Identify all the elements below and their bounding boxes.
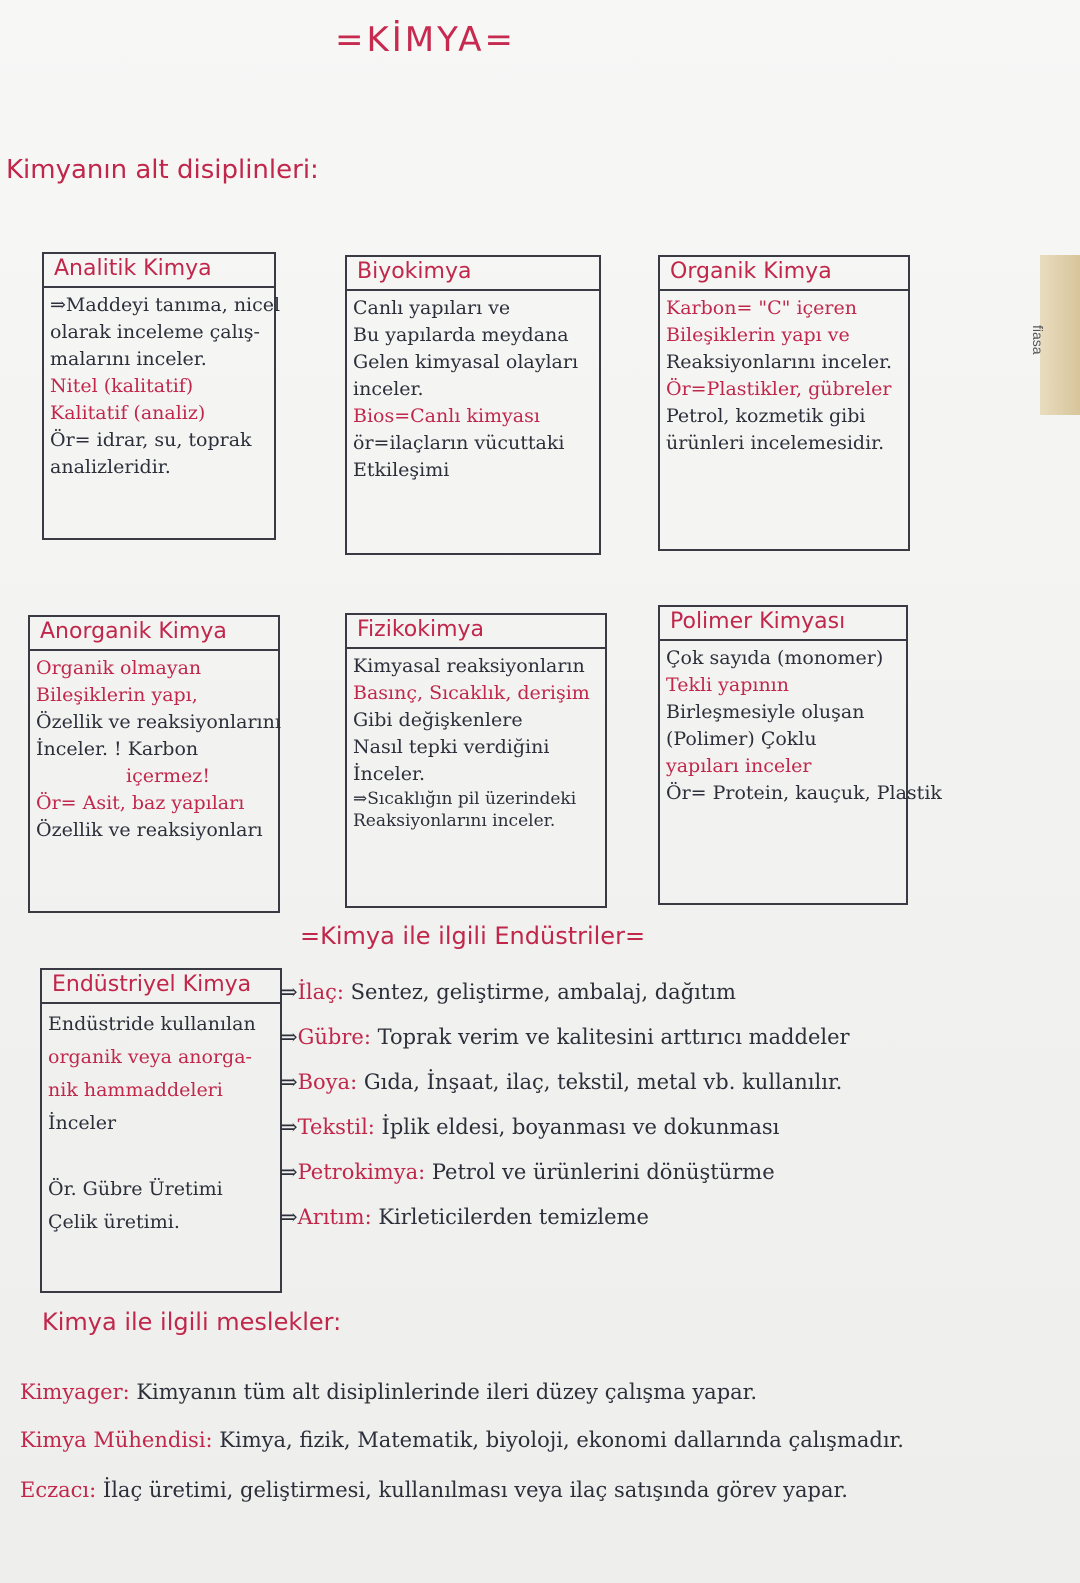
list-item: ⇒Tekstil: İplik eldesi, boyanması ve dokunması bbox=[280, 1115, 780, 1139]
box-polimer-kimyasi bbox=[658, 605, 942, 905]
box-line: olarak inceleme çalış- bbox=[50, 321, 260, 343]
arrow-icon: ⇒ bbox=[280, 1160, 298, 1184]
box-line: Petrol, kozmetik gibi bbox=[666, 405, 866, 427]
list-item: ⇒İlaç: Sentez, geliştirme, ambalaj, dağıtım bbox=[280, 980, 736, 1004]
box-line: Bileşiklerin yapı ve bbox=[666, 324, 850, 346]
page-title: =KİMYA= bbox=[335, 20, 517, 60]
box-endustriyel-kimya bbox=[40, 968, 282, 1293]
box-line: Reaksiyonlarını inceler. bbox=[353, 811, 556, 831]
box-line: malarını inceler. bbox=[50, 348, 207, 370]
box-body bbox=[660, 291, 908, 461]
box-title: Biyokimya bbox=[347, 257, 599, 291]
box-title: Endüstriyel Kimya bbox=[42, 970, 280, 1004]
list-item: ⇒Gübre: Toprak verim ve kalitesini arttırıcı maddeler bbox=[280, 1025, 850, 1049]
box-line: (Polimer) Çoklu bbox=[666, 728, 817, 750]
arrow-icon: ⇒ bbox=[280, 1025, 298, 1049]
box-line: Gibi değişkenlere bbox=[353, 709, 523, 731]
box-line: Kimyasal reaksiyonların bbox=[353, 655, 585, 677]
box-line: analizleridir. bbox=[50, 456, 171, 478]
list-item: Eczacı: İlaç üretimi, geliştirmesi, kullanılması veya ilaç satışında görev yapar. bbox=[20, 1478, 848, 1502]
arrow-icon: ⇒ bbox=[280, 980, 298, 1004]
box-organik-kimya bbox=[658, 255, 910, 551]
box-line: Canlı yapıları ve bbox=[353, 297, 511, 319]
box-analitik-kimya bbox=[42, 252, 281, 540]
box-line: Bileşiklerin yapı, bbox=[36, 684, 198, 706]
box-line: Ör= Protein, kauçuk, Plastik bbox=[666, 782, 942, 804]
box-line: Ör= idrar, su, toprak bbox=[50, 429, 252, 451]
box-line: Ör. Gübre Üretimi bbox=[48, 1178, 223, 1200]
box-line: ⇒Maddeyi tanıma, nicel bbox=[50, 294, 281, 316]
box-fizikokimya bbox=[345, 613, 607, 908]
box-body bbox=[347, 649, 605, 836]
box-title: Fizikokimya bbox=[347, 615, 605, 649]
box-body bbox=[30, 651, 281, 848]
box-anorganik-kimya bbox=[28, 615, 280, 913]
box-title: Polimer Kimyası bbox=[660, 607, 906, 641]
box-line: Basınç, Sıcaklık, derişim bbox=[353, 682, 590, 704]
box-line: Özellik ve reaksiyonları bbox=[36, 819, 263, 841]
box-line: Organik olmayan bbox=[36, 657, 202, 679]
box-line: Nasıl tepki verdiğini bbox=[353, 736, 550, 758]
list-item: Kimya Mühendisi: Kimya, fizik, Matematik, biyoloji, ekonomi dallarında çalışmadır. bbox=[20, 1428, 904, 1452]
box-title: Anorganik Kimya bbox=[30, 617, 278, 651]
box-line: Ör=Plastikler, gübreler bbox=[666, 378, 892, 400]
box-line: Karbon= "C" içeren bbox=[666, 297, 857, 319]
box-line: Çok sayıda (monomer) bbox=[666, 647, 884, 669]
box-line: Çelik üretimi. bbox=[48, 1211, 180, 1233]
box-line: ör=ilaçların vücuttaki bbox=[353, 432, 565, 454]
box-line: organik veya anorga- bbox=[48, 1046, 252, 1068]
box-line: Özellik ve reaksiyonlarını bbox=[36, 711, 281, 733]
arrow-icon: ⇒ bbox=[280, 1070, 298, 1094]
box-line: Tekli yapının bbox=[666, 674, 789, 696]
box-line: inceler. bbox=[353, 378, 424, 400]
box-line: Etkileşimi bbox=[353, 459, 450, 481]
list-item: Kimyager: Kimyanın tüm alt disiplinlerinde ileri düzey çalışma yapar. bbox=[20, 1380, 758, 1404]
box-line: nik hammaddeleri bbox=[48, 1079, 223, 1101]
box-line: Bu yapılarda meydana bbox=[353, 324, 569, 346]
box-title: Analitik Kimya bbox=[44, 254, 274, 288]
arrow-icon: ⇒ bbox=[280, 1115, 298, 1139]
list-item: ⇒Boya: Gıda, İnşaat, ilaç, tekstil, metal vb. kullanılır. bbox=[280, 1070, 843, 1094]
box-line: İnceler. ! Karbon bbox=[36, 738, 199, 760]
box-line: Birleşmesiyle oluşan bbox=[666, 701, 865, 723]
subdisciplines-heading: Kimyanın alt disiplinleri: bbox=[6, 155, 319, 185]
sticky-tab-label: fiasa bbox=[1030, 325, 1046, 355]
box-body bbox=[347, 291, 599, 488]
box-title: Organik Kimya bbox=[660, 257, 908, 291]
box-line: içermez! bbox=[126, 765, 210, 787]
box-body bbox=[44, 288, 281, 485]
professions-heading: Kimya ile ilgili meslekler: bbox=[42, 1308, 342, 1336]
box-line: yapıları inceler bbox=[666, 755, 812, 777]
box-line bbox=[48, 1140, 274, 1173]
box-line: Gelen kimyasal olayları bbox=[353, 351, 579, 373]
list-item: ⇒Arıtım: Kirleticilerden temizleme bbox=[280, 1205, 649, 1229]
sticky-tab bbox=[1030, 255, 1080, 415]
box-biyokimya bbox=[345, 255, 601, 555]
box-body bbox=[660, 641, 942, 811]
box-line: İnceler bbox=[48, 1112, 117, 1134]
box-line: Reaksiyonlarını inceler. bbox=[666, 351, 893, 373]
box-body bbox=[42, 1004, 280, 1243]
box-line: ürünleri incelemesidir. bbox=[666, 432, 885, 454]
list-item: ⇒Petrokimya: Petrol ve ürünlerini dönüştürme bbox=[280, 1160, 775, 1184]
box-line: Bios=Canlı kimyası bbox=[353, 405, 540, 427]
arrow-icon: ⇒ bbox=[280, 1205, 298, 1229]
industries-heading: =Kimya ile ilgili Endüstriler= bbox=[300, 922, 646, 950]
box-line: ⇒Sıcaklığın pil üzerindeki bbox=[353, 789, 577, 809]
industries-list bbox=[280, 970, 1060, 1240]
box-line: Nitel (kalitatif) bbox=[50, 375, 194, 397]
box-line: Endüstride kullanılan bbox=[48, 1013, 256, 1035]
box-line: İnceler. bbox=[353, 763, 425, 785]
box-line: Kalitatif (analiz) bbox=[50, 402, 206, 424]
box-line: Ör= Asit, baz yapıları bbox=[36, 792, 245, 814]
